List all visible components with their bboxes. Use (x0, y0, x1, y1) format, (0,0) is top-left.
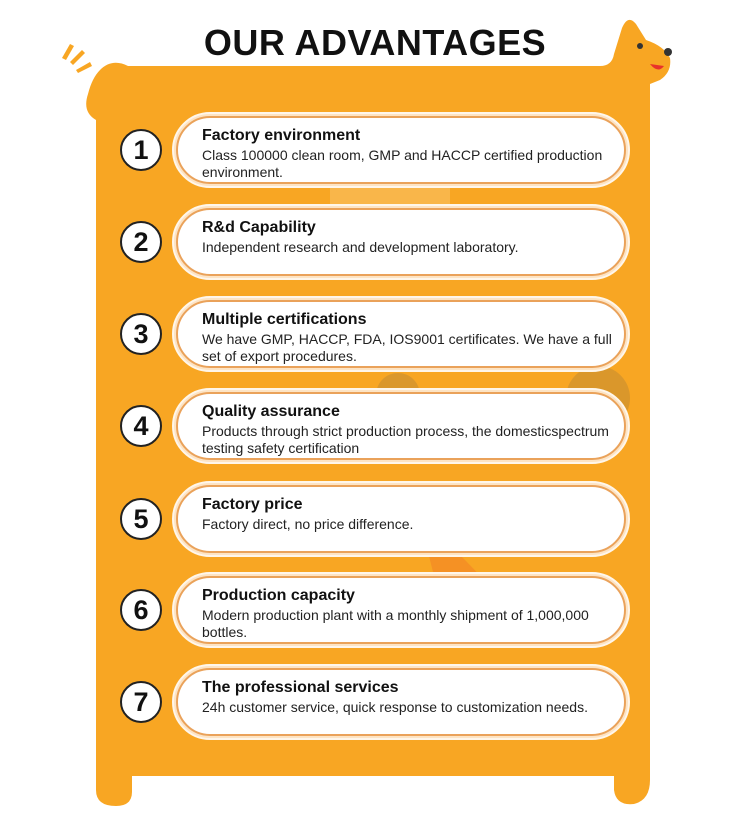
advantage-card (176, 116, 626, 184)
advantage-title: The professional services (202, 679, 399, 696)
advantage-description: 24h customer service, quick response to customization needs. (202, 699, 588, 715)
advantage-card (176, 668, 626, 736)
number-badge: 5 (120, 498, 162, 540)
number-badge: 4 (120, 405, 162, 447)
advantage-title: Factory price (202, 496, 303, 513)
advantage-description: Modern production plant with a monthly shipment of 1,000,000 bottles. (202, 607, 589, 640)
number-badge: 2 (120, 221, 162, 263)
advantage-title: R&d Capability (202, 219, 316, 236)
advantage-title: Factory environment (202, 127, 361, 144)
advantage-title: Quality assurance (202, 403, 340, 420)
advantage-description: Factory direct, no price difference. (202, 516, 414, 532)
advantage-card (176, 485, 626, 553)
advantage-card (176, 300, 626, 368)
advantage-description: Products through strict production process, the domesticspectrum testing safety certification (202, 423, 609, 456)
advantage-card (176, 392, 626, 460)
page-title: OUR ADVANTAGES (203, 22, 547, 63)
advantage-description: Class 100000 clean room, GMP and HACCP certified production environment. (202, 147, 603, 180)
advantage-card (176, 208, 626, 276)
advantage-title: Production capacity (202, 587, 355, 604)
number-badge: 1 (120, 129, 162, 171)
advantage-description: We have GMP, HACCP, FDA, IOS9001 certificates. We have a full set of export procedures. (202, 331, 612, 364)
advantage-title: Multiple certifications (202, 311, 367, 328)
number-badge: 3 (120, 313, 162, 355)
number-badge: 7 (120, 681, 162, 723)
number-badge: 6 (120, 589, 162, 631)
advantage-card (176, 576, 626, 644)
advantage-description: Independent research and development laboratory. (202, 239, 519, 255)
